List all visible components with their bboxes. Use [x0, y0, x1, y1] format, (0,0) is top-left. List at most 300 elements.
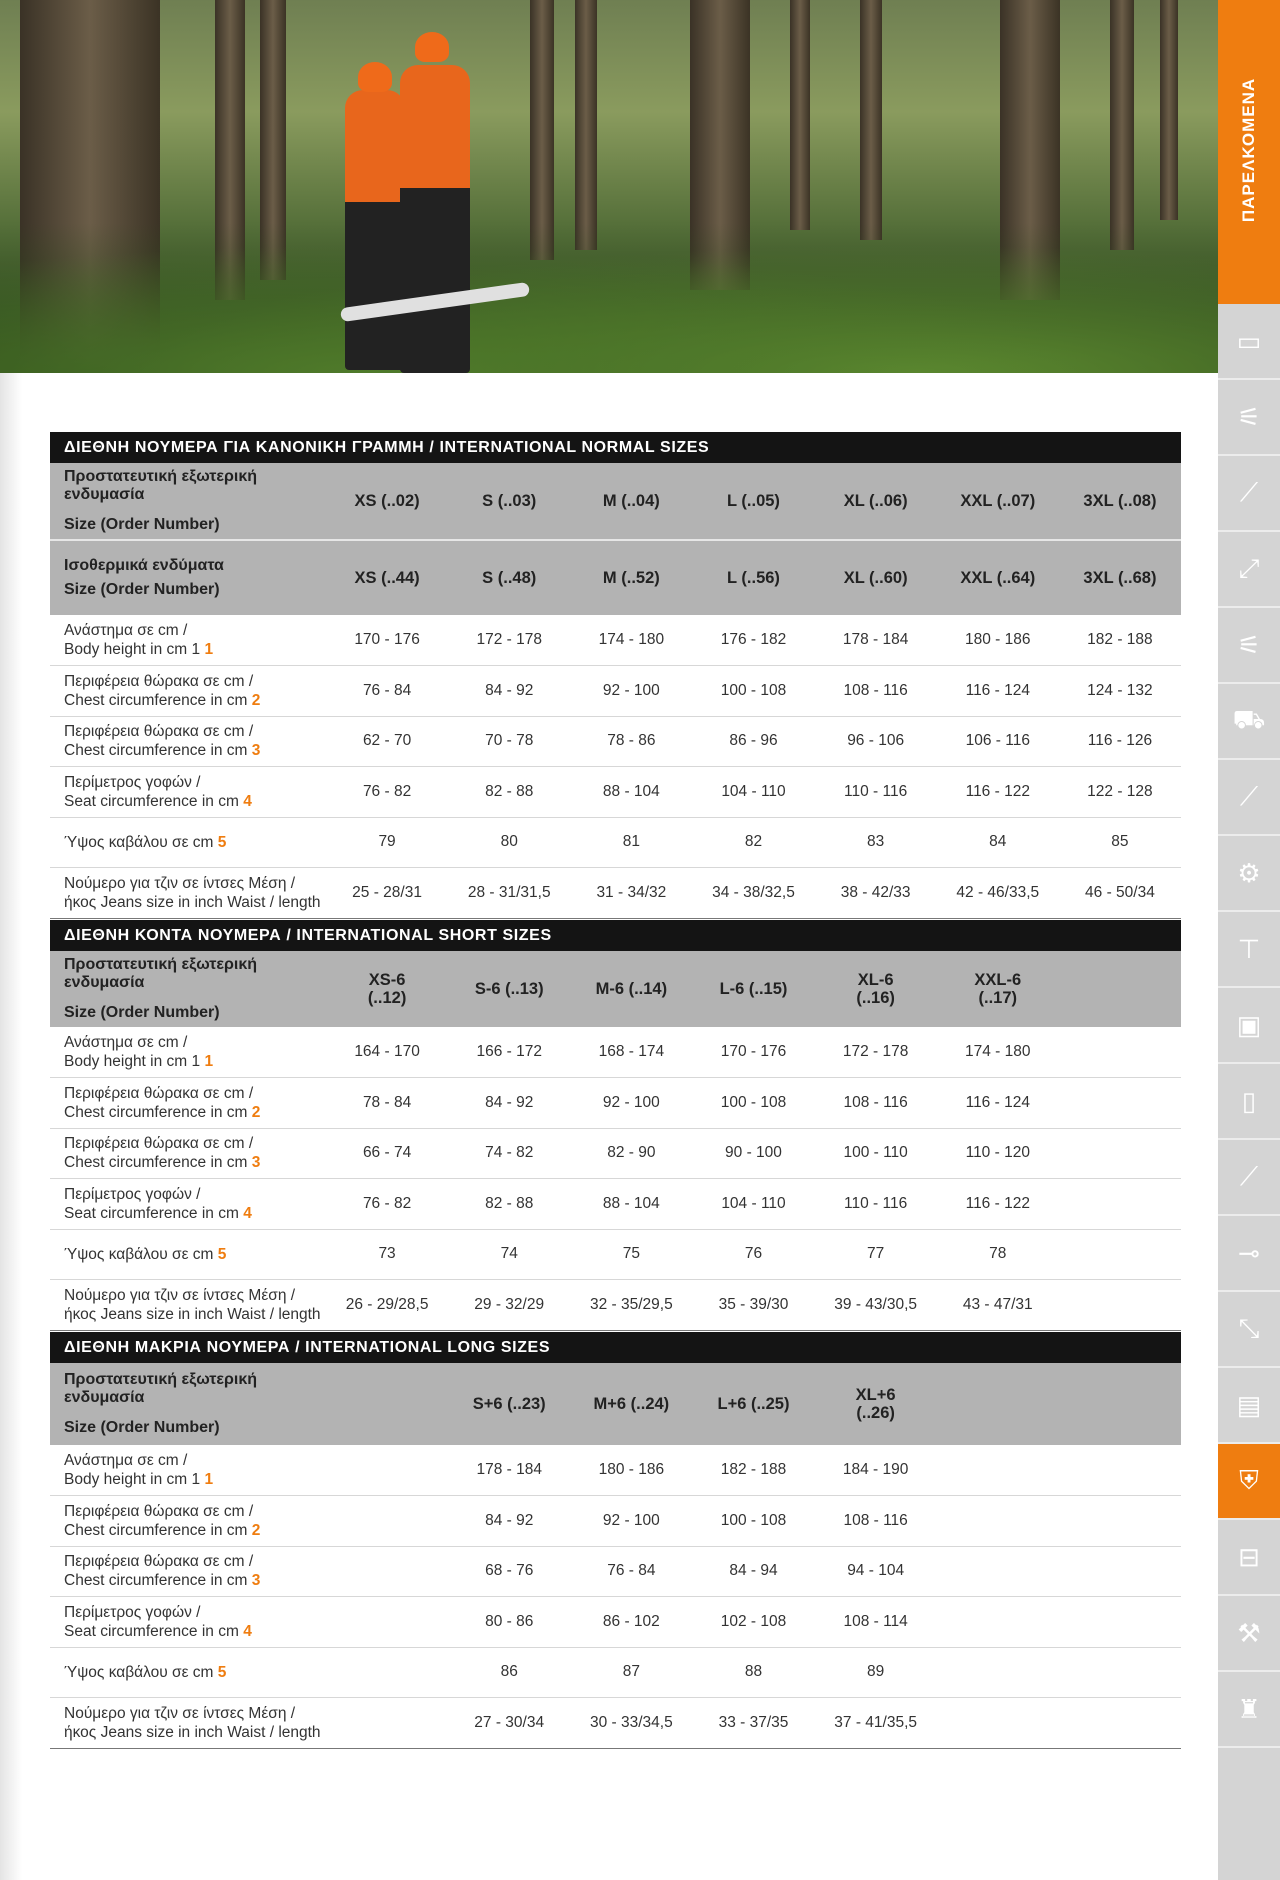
figure-reference-number: 1 — [204, 641, 214, 658]
measurement-label — [50, 817, 326, 868]
figure-reference-number: 2 — [251, 691, 261, 709]
figure-reference-number: 5 — [217, 1245, 227, 1263]
spray-bottle-icon: ♜ — [1237, 1693, 1261, 1724]
size-value: 180 - 186 — [570, 1445, 692, 1496]
sidebar-category-hedge-trimmer[interactable] — [1218, 1216, 1280, 1292]
size-header — [326, 1363, 448, 1445]
size-value: 110 - 116 — [815, 767, 937, 818]
table-row — [50, 1546, 1181, 1597]
backpack-sprayer-icon: ▯ — [1241, 1085, 1257, 1116]
size-value — [1059, 1179, 1181, 1230]
sidebar-category-blower[interactable] — [1218, 532, 1280, 608]
size-header: L (..05) — [692, 463, 814, 540]
tiller-icon: ⚙ — [1237, 857, 1261, 888]
size-value: 166 - 172 — [448, 1027, 570, 1078]
size-header: XL+6 (..26) — [815, 1363, 937, 1445]
table-title: ΔΙΕΘΝΗ ΝΟΥΜΕΡΑ ΓΙΑ ΚΑΝΟΝΙΚΗ ΓΡΑΜΜΗ / INTERNATIONAL NORMAL SIZES — [50, 432, 1181, 463]
size-header: S+6 (..23) — [448, 1363, 570, 1445]
label-greek: Νούμερο για τζιν σε ίντσες Μέση / — [64, 1704, 296, 1722]
size-value: 88 — [692, 1647, 814, 1698]
sidebar-category-leaf-blower[interactable] — [1218, 1292, 1280, 1368]
sidebar-category-battery[interactable] — [1218, 304, 1280, 380]
size-value: 79 — [326, 817, 448, 868]
sidebar-category-grass-trimmer[interactable] — [1218, 760, 1280, 836]
label-greek: Περιφέρεια θώρακα σε cm / — [64, 1135, 254, 1153]
sidebar-category-jacket[interactable] — [1218, 1444, 1280, 1520]
size-value: 73 — [326, 1229, 448, 1280]
lawnmower-icon: ⛟ — [1232, 703, 1266, 734]
jacket-icon: ⛨ — [1239, 1465, 1259, 1495]
size-header: M (..52) — [570, 540, 692, 615]
size-value — [1059, 1546, 1181, 1597]
size-value — [1059, 1280, 1181, 1331]
size-value: 92 - 100 — [570, 1496, 692, 1547]
size-value: 178 - 184 — [815, 615, 937, 666]
table-row — [50, 1698, 1181, 1749]
size-value: 84 - 92 — [448, 1496, 570, 1547]
size-value: 30 - 33/34,5 — [570, 1698, 692, 1749]
figure-reference-number: 4 — [243, 1622, 252, 1640]
size-value: 68 - 76 — [448, 1546, 570, 1597]
size-value — [1059, 1496, 1181, 1547]
size-order-label: Size (Order Number) — [64, 1004, 220, 1021]
sidebar-category-axe[interactable] — [1218, 1596, 1280, 1672]
measurement-label — [50, 1179, 326, 1230]
size-value: 80 — [448, 817, 570, 868]
size-value: 84 — [937, 817, 1059, 868]
size-value: 164 - 170 — [326, 1027, 448, 1078]
battery-icon: ▭ — [1236, 325, 1262, 356]
size-value: 94 - 104 — [815, 1546, 937, 1597]
label-greek: Νούμερο για τζιν σε ίντσες Μέση / — [64, 874, 296, 892]
table-row — [50, 716, 1181, 767]
page-edge-shade — [0, 373, 22, 1880]
size-header: XS (..02) — [326, 463, 448, 540]
size-value: 178 - 184 — [448, 1445, 570, 1496]
measurement-label — [50, 767, 326, 818]
table-row — [50, 1445, 1181, 1496]
chainsaw-icon: ⚟ — [1237, 629, 1261, 660]
table-row — [50, 767, 1181, 818]
grass-trimmer-icon: ⟋ — [1239, 781, 1259, 811]
label-greek: Περίμετρος γοφών / — [64, 773, 201, 791]
size-value — [326, 1597, 448, 1648]
sidebar-category-chainsaw[interactable] — [1218, 608, 1280, 684]
tab-accessories[interactable] — [1218, 0, 1280, 304]
size-value — [326, 1698, 448, 1749]
size-value: 104 - 110 — [692, 767, 814, 818]
generator-icon: ▣ — [1236, 1009, 1262, 1040]
size-value — [1059, 1647, 1181, 1698]
figure-reference-number: 2 — [251, 1103, 261, 1121]
size-value: 26 - 29/28,5 — [326, 1280, 448, 1331]
size-value: 25 - 28/31 — [326, 868, 448, 919]
size-value: 28 - 31/31,5 — [448, 868, 570, 919]
size-value: 174 - 180 — [937, 1027, 1059, 1078]
tab-accessories-label: ΠΑΡΕΛΚΟΜΕΝΑ — [1239, 77, 1258, 223]
size-value: 38 - 42/33 — [815, 868, 937, 919]
size-value: 102 - 108 — [692, 1597, 814, 1648]
size-value: 122 - 128 — [1059, 767, 1181, 818]
size-value — [326, 1445, 448, 1496]
header-row — [50, 951, 1181, 1027]
sidebar-category-chainsaw[interactable] — [1218, 380, 1280, 456]
size-value — [326, 1546, 448, 1597]
header-row — [50, 1363, 1181, 1445]
figure-reference-number: 2 — [251, 1521, 261, 1539]
size-header: XL-6 (..16) — [815, 951, 937, 1027]
label-english: Seat circumference in cm — [64, 1622, 239, 1640]
size-value — [1059, 1229, 1181, 1280]
size-value: 170 - 176 — [692, 1027, 814, 1078]
figure-reference-number: 5 — [217, 1663, 227, 1681]
measurement-label — [50, 1027, 326, 1078]
size-value: 172 - 178 — [448, 615, 570, 666]
size-value: 27 - 30/34 — [448, 1698, 570, 1749]
sidebar-category-storage-box[interactable] — [1218, 1368, 1280, 1444]
label-english: Chest circumference in cm — [64, 1572, 248, 1590]
label-english: Body height in cm 1 — [64, 641, 201, 658]
label-greek: Περιφέρεια θώρακα σε cm / — [64, 723, 254, 741]
size-value: 76 - 82 — [326, 1179, 448, 1230]
size-value — [937, 1546, 1059, 1597]
size-value: 100 - 108 — [692, 1078, 814, 1129]
size-table-normal — [50, 432, 1181, 919]
sidebar-category-lawnmower[interactable] — [1218, 684, 1280, 760]
size-value: 43 - 47/31 — [937, 1280, 1059, 1331]
sidebar-category-tiller[interactable] — [1218, 836, 1280, 912]
sidebar-category-spray-bottle[interactable] — [1218, 1672, 1280, 1748]
garment-type: Προστατευτική εξωτερική ενδυμασία — [64, 956, 258, 991]
measurement-label — [50, 1597, 326, 1648]
size-value: 76 - 84 — [326, 666, 448, 717]
label-greek: Περίμετρος γοφών / — [64, 1185, 201, 1203]
size-value: 124 - 132 — [1059, 666, 1181, 717]
size-header: M (..04) — [570, 463, 692, 540]
size-value: 96 - 106 — [815, 716, 937, 767]
label-english: Body height in cm 1 — [64, 1053, 201, 1070]
figure-reference-number: 1 — [204, 1471, 214, 1488]
size-value: 82 — [692, 817, 814, 868]
size-value: 86 — [448, 1647, 570, 1698]
size-value: 80 - 86 — [448, 1597, 570, 1648]
size-header: L+6 (..25) — [692, 1363, 814, 1445]
size-value: 172 - 178 — [815, 1027, 937, 1078]
measurement-label — [50, 1445, 326, 1496]
size-value: 74 — [448, 1229, 570, 1280]
size-value: 168 - 174 — [570, 1027, 692, 1078]
label-greek: Ύψος καβάλου σε cm — [64, 1663, 214, 1681]
table-row — [50, 1229, 1181, 1280]
size-header: S-6 (..13) — [448, 951, 570, 1027]
size-value: 170 - 176 — [326, 615, 448, 666]
label-greek: Ύψος καβάλου σε cm — [64, 833, 214, 851]
header-label — [50, 1363, 326, 1445]
size-header: XL (..60) — [815, 540, 937, 615]
size-value: 46 - 50/34 — [1059, 868, 1181, 919]
size-header: L-6 (..15) — [692, 951, 814, 1027]
label-greek: Νούμερο για τζιν σε ίντσες Μέση / — [64, 1286, 296, 1304]
earth-auger-icon: ⊤ — [1237, 933, 1261, 964]
label-greek: Περίμετρος γοφών / — [64, 1603, 201, 1621]
size-value: 84 - 94 — [692, 1546, 814, 1597]
table-row — [50, 1128, 1181, 1179]
size-value — [937, 1445, 1059, 1496]
header-label — [50, 463, 326, 540]
size-value: 39 - 43/30,5 — [815, 1280, 937, 1331]
size-value: 174 - 180 — [570, 615, 692, 666]
size-value: 182 - 188 — [692, 1445, 814, 1496]
label-greek: Περιφέρεια θώρακα σε cm / — [64, 1553, 254, 1571]
label-greek: Περιφέρεια θώρακα σε cm / — [64, 672, 254, 690]
label-english: Chest circumference in cm — [64, 1103, 248, 1121]
size-value: 180 - 186 — [937, 615, 1059, 666]
label-english: Chest circumference in cm — [64, 742, 248, 760]
size-header: XXL (..64) — [937, 540, 1059, 615]
label-english: ήκος Jeans size in inch Waist / length — [64, 893, 321, 911]
size-value: 78 — [937, 1229, 1059, 1280]
size-value — [937, 1496, 1059, 1547]
size-value: 84 - 92 — [448, 1078, 570, 1129]
size-order-label: Size (Order Number) — [64, 581, 220, 598]
leaf-blower-icon: ⤡ — [1238, 1313, 1260, 1343]
size-header: XXL-6 (..17) — [937, 951, 1059, 1027]
size-value: 34 - 38/32,5 — [692, 868, 814, 919]
size-value: 82 - 90 — [570, 1128, 692, 1179]
size-value: 176 - 182 — [692, 615, 814, 666]
hedge-trimmer-icon: ⊸ — [1238, 1237, 1260, 1268]
chainsaw-icon: ⚟ — [1237, 401, 1261, 432]
table-row — [50, 1647, 1181, 1698]
size-value — [1059, 1698, 1181, 1749]
size-value: 108 - 116 — [815, 1496, 937, 1547]
size-header — [937, 1363, 1059, 1445]
size-header: S (..48) — [448, 540, 570, 615]
garment-type: Προστατευτική εξωτερική ενδυμασία — [64, 1371, 258, 1406]
table-title: ΔΙΕΘΝΗ ΜΑΚΡΙΑ ΝΟΥΜΕΡΑ / INTERNATIONAL LONG SIZES — [50, 1332, 1181, 1363]
size-value: 92 - 100 — [570, 666, 692, 717]
measurement-label — [50, 868, 326, 919]
sidebar-category-earth-auger[interactable] — [1218, 912, 1280, 988]
size-value: 83 — [815, 817, 937, 868]
measurement-label — [50, 1546, 326, 1597]
garment-type: Προστατευτική εξωτερική ενδυμασία — [64, 468, 258, 503]
size-value: 116 - 126 — [1059, 716, 1181, 767]
size-value: 110 - 116 — [815, 1179, 937, 1230]
size-grid — [50, 463, 1181, 919]
table-row — [50, 615, 1181, 666]
header-row — [50, 463, 1181, 540]
size-value: 78 - 84 — [326, 1078, 448, 1129]
size-header: XS (..44) — [326, 540, 448, 615]
size-value: 85 — [1059, 817, 1181, 868]
size-value: 116 - 122 — [937, 767, 1059, 818]
size-order-label: Size (Order Number) — [64, 1419, 220, 1436]
table-row — [50, 1597, 1181, 1648]
size-value: 108 - 116 — [815, 666, 937, 717]
size-table-long — [50, 1332, 1181, 1749]
size-value — [1059, 1027, 1181, 1078]
label-english: Chest circumference in cm — [64, 1154, 248, 1172]
figure-reference-number: 3 — [251, 1154, 261, 1172]
size-header: XS-6 (..12) — [326, 951, 448, 1027]
size-value — [937, 1647, 1059, 1698]
table-row — [50, 1179, 1181, 1230]
size-value — [937, 1597, 1059, 1648]
size-value — [1059, 1078, 1181, 1129]
size-value: 184 - 190 — [815, 1445, 937, 1496]
size-value: 92 - 100 — [570, 1078, 692, 1129]
header-label — [50, 540, 326, 615]
size-value: 116 - 122 — [937, 1179, 1059, 1230]
size-value: 66 - 74 — [326, 1128, 448, 1179]
size-header: L (..56) — [692, 540, 814, 615]
figure-reference-number: 3 — [251, 742, 261, 760]
table-title: ΔΙΕΘΝΗ ΚΟΝΤΑ ΝΟΥΜΕΡΑ / INTERNATIONAL SHORT SIZES — [50, 920, 1181, 951]
sidebar-category-pole-pruner[interactable] — [1218, 456, 1280, 532]
measurement-label — [50, 1128, 326, 1179]
size-value: 74 - 82 — [448, 1128, 570, 1179]
sidebar-category-brushcutter[interactable] — [1218, 1140, 1280, 1216]
label-greek: Ύψος καβάλου σε cm — [64, 1245, 214, 1263]
size-header: M+6 (..24) — [570, 1363, 692, 1445]
header-row — [50, 540, 1181, 615]
label-english: Seat circumference in cm — [64, 792, 239, 810]
size-value — [937, 1698, 1059, 1749]
figure-reference-number: 3 — [251, 1572, 261, 1590]
size-value: 182 - 188 — [1059, 615, 1181, 666]
size-value: 33 - 37/35 — [692, 1698, 814, 1749]
measurement-label — [50, 1496, 326, 1547]
storage-box-icon: ▤ — [1236, 1389, 1262, 1420]
size-value: 100 - 108 — [692, 1496, 814, 1547]
axe-icon: ⚒ — [1237, 1617, 1261, 1648]
measurement-label — [50, 716, 326, 767]
label-greek: Ανάστημα σε cm / — [64, 1452, 188, 1469]
table-row — [50, 1496, 1181, 1547]
size-order-label: Size (Order Number) — [64, 516, 220, 533]
size-value — [326, 1496, 448, 1547]
size-table-short — [50, 920, 1181, 1331]
size-value: 76 - 84 — [570, 1546, 692, 1597]
size-value: 84 - 92 — [448, 666, 570, 717]
size-value — [1059, 1597, 1181, 1648]
figure-reference-number: 4 — [243, 1204, 252, 1222]
toolbox-icon: ⊟ — [1238, 1541, 1260, 1572]
label-greek: Ανάστημα σε cm / — [64, 622, 188, 639]
table-row — [50, 666, 1181, 717]
size-value: 88 - 104 — [570, 767, 692, 818]
size-header: S (..03) — [448, 463, 570, 540]
figure-reference-number: 4 — [243, 792, 252, 810]
size-header: XL (..06) — [815, 463, 937, 540]
size-value: 116 - 124 — [937, 1078, 1059, 1129]
measurement-label — [50, 1229, 326, 1280]
garment-type: Ισοθερμικά ενδύματα — [64, 557, 224, 574]
size-value — [1059, 1128, 1181, 1179]
size-value: 70 - 78 — [448, 716, 570, 767]
size-header: 3XL (..68) — [1059, 540, 1181, 615]
size-value: 116 - 124 — [937, 666, 1059, 717]
table-row — [50, 1280, 1181, 1331]
size-value: 31 - 34/32 — [570, 868, 692, 919]
label-english: Chest circumference in cm — [64, 1521, 248, 1539]
size-value: 37 - 41/35,5 — [815, 1698, 937, 1749]
size-header: 3XL (..08) — [1059, 463, 1181, 540]
label-greek: Ανάστημα σε cm / — [64, 1034, 188, 1051]
measurement-label — [50, 666, 326, 717]
measurement-label — [50, 615, 326, 666]
figure-reference-number: 5 — [217, 833, 227, 851]
size-value: 77 — [815, 1229, 937, 1280]
size-grid — [50, 1363, 1181, 1749]
size-header — [1059, 951, 1181, 1027]
size-header: XXL (..07) — [937, 463, 1059, 540]
size-value: 82 - 88 — [448, 1179, 570, 1230]
size-value — [1059, 1445, 1181, 1496]
table-row — [50, 1027, 1181, 1078]
size-value: 86 - 102 — [570, 1597, 692, 1648]
measurement-label — [50, 1698, 326, 1749]
measurement-label — [50, 1078, 326, 1129]
size-value: 75 — [570, 1229, 692, 1280]
size-value: 32 - 35/29,5 — [570, 1280, 692, 1331]
size-value: 100 - 110 — [815, 1128, 937, 1179]
size-value: 42 - 46/33,5 — [937, 868, 1059, 919]
header-label — [50, 951, 326, 1027]
forest-workers-photo — [0, 0, 1218, 373]
size-value: 108 - 116 — [815, 1078, 937, 1129]
label-english: Body height in cm 1 — [64, 1471, 201, 1488]
size-value: 106 - 116 — [937, 716, 1059, 767]
measurement-label — [50, 1647, 326, 1698]
size-value: 62 - 70 — [326, 716, 448, 767]
size-value: 76 - 82 — [326, 767, 448, 818]
pole-pruner-icon: ⟋ — [1239, 477, 1259, 507]
label-english: Seat circumference in cm — [64, 1204, 239, 1222]
sidebar-category-generator[interactable] — [1218, 988, 1280, 1064]
label-greek: Περιφέρεια θώρακα σε cm / — [64, 1084, 254, 1102]
size-value: 76 — [692, 1229, 814, 1280]
measurement-label — [50, 1280, 326, 1331]
brushcutter-icon: ⟋ — [1239, 1161, 1259, 1191]
size-value: 108 - 114 — [815, 1597, 937, 1648]
sidebar-category-backpack-sprayer[interactable] — [1218, 1064, 1280, 1140]
size-value: 104 - 110 — [692, 1179, 814, 1230]
size-value: 88 - 104 — [570, 1179, 692, 1230]
size-value: 87 — [570, 1647, 692, 1698]
sidebar-category-toolbox[interactable] — [1218, 1520, 1280, 1596]
size-grid — [50, 951, 1181, 1331]
size-value: 29 - 32/29 — [448, 1280, 570, 1331]
table-row — [50, 817, 1181, 868]
size-value: 90 - 100 — [692, 1128, 814, 1179]
size-value: 82 - 88 — [448, 767, 570, 818]
size-value — [326, 1647, 448, 1698]
label-english: ήκος Jeans size in inch Waist / length — [64, 1723, 321, 1741]
size-value: 86 - 96 — [692, 716, 814, 767]
label-greek: Περιφέρεια θώρακα σε cm / — [64, 1502, 254, 1520]
size-value: 81 — [570, 817, 692, 868]
table-row — [50, 1078, 1181, 1129]
size-header — [1059, 1363, 1181, 1445]
size-header: M-6 (..14) — [570, 951, 692, 1027]
size-value: 110 - 120 — [937, 1128, 1059, 1179]
size-value: 89 — [815, 1647, 937, 1698]
label-english: ήκος Jeans size in inch Waist / length — [64, 1305, 321, 1323]
blower-icon: ⤢ — [1238, 553, 1260, 583]
label-english: Chest circumference in cm — [64, 691, 248, 709]
